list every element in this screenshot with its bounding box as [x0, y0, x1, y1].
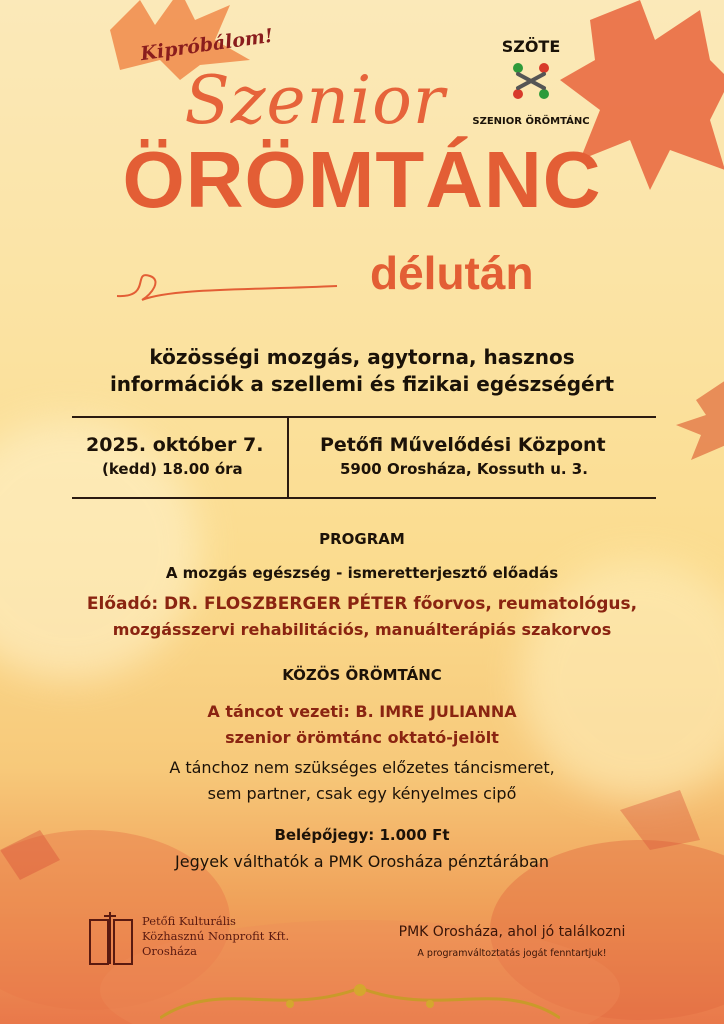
event-time: (kedd) 18.00 óra	[102, 460, 243, 478]
tagline-line-2: információk a szellemi és fizikai egészségért	[109, 372, 615, 396]
dance-note-1: A tánchoz nem szükséges előzetes táncismeret,	[169, 758, 555, 777]
divider-top	[72, 416, 656, 418]
dance-leader: A táncot vezeti: B. IMRE JULIANNA	[207, 702, 517, 721]
ticket-price: Belépőjegy: 1.000 Ft	[274, 826, 450, 844]
oromtanc-title: ÖRÖMTÁNC	[122, 135, 602, 224]
dance-note-2: sem partner, csak egy kényelmes cipő	[207, 784, 517, 803]
tagline	[0, 344, 724, 398]
petofi-logo-icon	[88, 910, 134, 966]
szote-logo	[466, 24, 596, 134]
event-date: 2025. október 7.	[86, 434, 264, 456]
kiprobalom-label: Kipróbálom!	[139, 24, 275, 66]
footer-right	[380, 924, 644, 959]
dance-leader-title: szenior örömtánc oktató-jelölt	[225, 728, 499, 747]
divider-bottom	[72, 497, 656, 499]
gold-ornament	[160, 968, 560, 1024]
divider-vertical	[287, 417, 289, 497]
footer-slogan: PMK Orosháza, ahol jó találkozni	[398, 924, 626, 940]
footer-disclaimer: A programváltoztatás jogát fenntartjuk!	[417, 948, 607, 959]
ticket-info: Jegyek válthatók a PMK Orosháza pénztárában	[175, 852, 549, 871]
dance-heading: KÖZÖS ÖRÖMTÁNC	[282, 666, 442, 684]
program-heading: PROGRAM	[319, 530, 405, 548]
tagline-line-1: közösségi mozgás, agytorna, hasznos	[149, 345, 575, 369]
org-line-1: Petőfi Kulturális	[142, 914, 236, 928]
szenior-title: Szenior	[184, 62, 446, 139]
logo-top-text: SZÖTE	[501, 37, 561, 56]
org-line-3: Orosháza	[142, 944, 197, 958]
program-speaker: Előadó: DR. FLOSZBERGER PÉTER főorvos, reumatológus,	[86, 594, 638, 614]
event-venue: Petőfi Művelődési Központ	[320, 434, 606, 456]
program-speaker-title: mozgásszervi rehabilitációs, manuálterápiás szakorvos	[112, 620, 612, 639]
footer-org-name	[142, 914, 289, 959]
event-address: 5900 Orosháza, Kossuth u. 3.	[340, 460, 588, 478]
background-glow	[0, 420, 200, 680]
program-talk: A mozgás egészség - ismeretterjesztő előadás	[165, 564, 559, 582]
org-line-2: Közhasznú Nonprofit Kft.	[142, 929, 290, 943]
delutan-subtitle: délután	[370, 247, 534, 299]
logo-bottom-text: SZENIOR ÖRÖMTÁNC	[472, 116, 590, 127]
dancers-icon	[513, 63, 549, 99]
heart-swirl-icon	[112, 268, 342, 308]
